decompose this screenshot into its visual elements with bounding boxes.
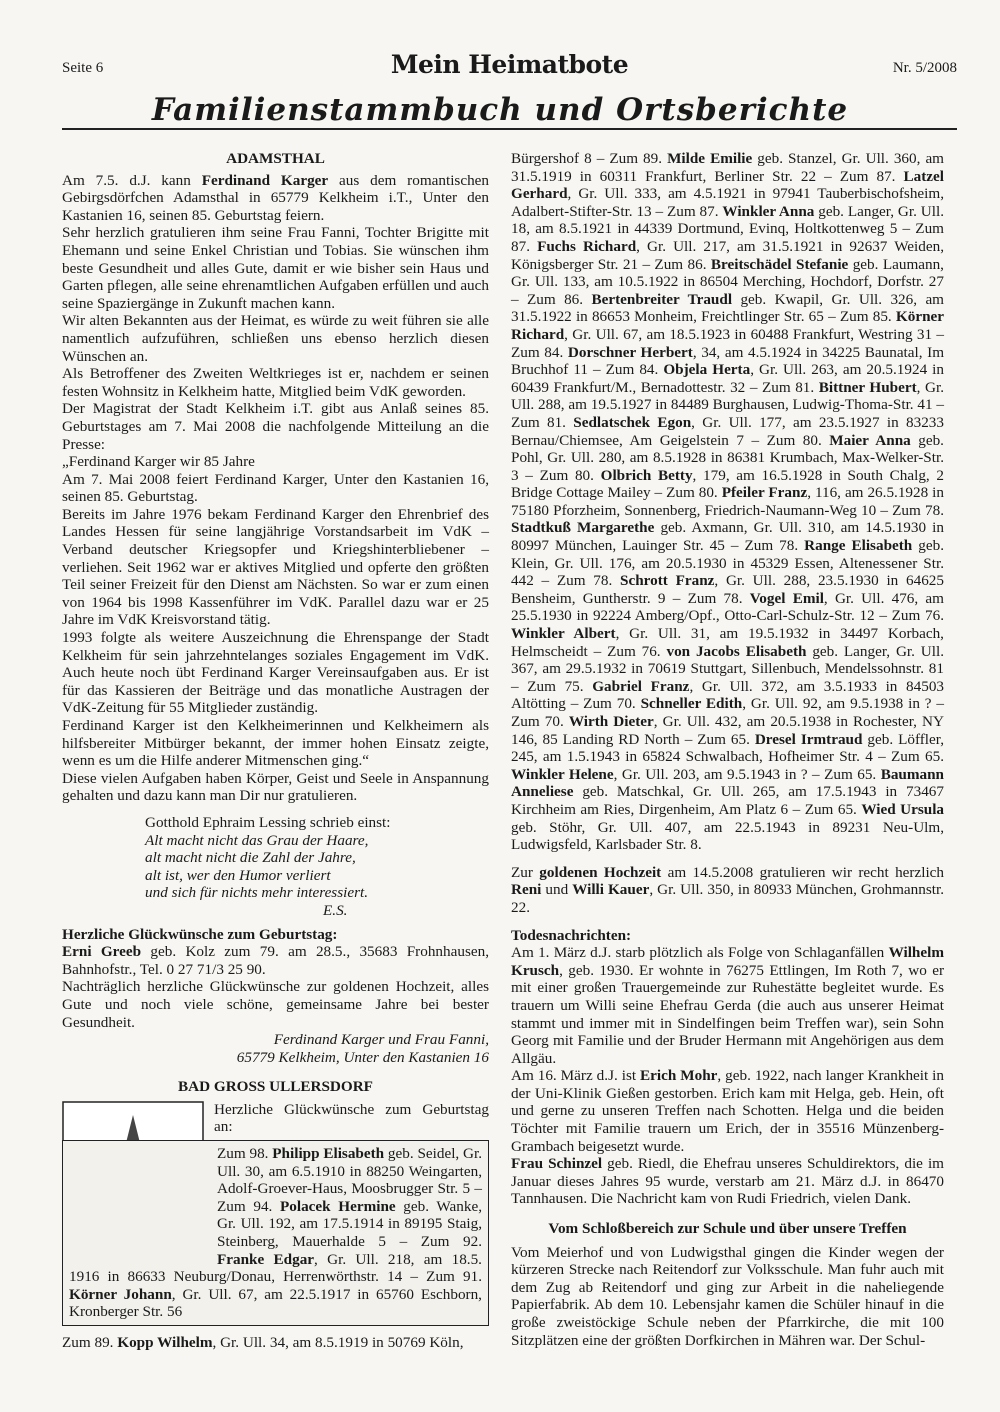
lessing-verse — [62, 814, 489, 920]
paragraph: Zum 89. Kopp Wilhelm, Gr. Ull. 34, am 8.5.1919 in 50769 Köln, — [62, 1334, 464, 1351]
person-name: Bertenbreiter Traudl — [591, 290, 733, 308]
person-name: Fuchs Richard — [537, 237, 637, 255]
paragraph: Am 7. Mai 2008 feiert Ferdinand Karger, Unter den Kastanien 16, seinen 85. Geburtstag. — [62, 470, 489, 506]
person-name: Winkler Helene — [511, 765, 614, 783]
person-name: Milde Emilie — [667, 150, 753, 167]
entry-text: geb. Langer, Gr. Ull. 367, am 29.5.1932 in 70619 Stuttgart, Sillenbuch, Mendelssohnstr. 81 – Zum 75. — [511, 642, 945, 695]
golden-wedding: Zur goldenen Hochzeit am 14.5.2008 gratulieren wir recht herzlich Reni und Willi Kauer, Gr. Ull. 350, in 80933 München, Grohmannstr. 22. — [511, 863, 944, 916]
paragraph: Am 16. März d.J. ist Erich Mohr, geb. 1922, nach langer Krankheit in der Uni-Klinik Gießen gestorben. Erich kam mit Helga, geb. Hein, oft und gerne zu unseren Treffen nach Schotten. Helga und die beiden Töchter mit Familie trauern um Erich, der in 35516 Münzenberg-Grambach beigesetzt wurde. — [511, 1067, 944, 1155]
person-name: Objela Herta — [663, 361, 751, 379]
paragraph: Der Magistrat der Stadt Kelkheim i.T. gibt aus Anlaß seines 85. Geburtstages am 7. Mai 2008 die nachfolgende Mitteilung an die Presse: — [62, 400, 489, 453]
person-name: Wirth Dieter — [568, 713, 654, 730]
verse-intro: Gotthold Ephraim Lessing schrieb einst: — [145, 813, 391, 831]
verse-line: alt macht nicht die Zahl der Jahre, — [145, 849, 356, 867]
entry-text: geb. Laumann, Gr. Ull. 133, am 10.5.1922 in 86504 Merching, Hochdorf, Dorfstr. 27 – Zum 86. — [511, 255, 944, 308]
page-number: Seite 6 — [62, 60, 104, 76]
page-header — [62, 50, 957, 82]
paragraph: 1993 folgte als weitere Auszeichnung die Ehrenspange der Stadt Kelkheim für sein jahrzehntelanges soziales Engagement im VdK. Auch heute noch übt Ferdinand Karger Vereinsaufgaben aus. Er ist für das Kassieren der Beiträge und das monatliche Austragen der VdK-Zeitung für 55 Mitglieder zuständig. — [62, 629, 489, 717]
entry-text: , Gr. Ull. 333, am 4.5.1921 in 97941 Tauberbischofsheim, Adalbert-Stifter-Str. 13 – Zum 87. — [511, 185, 944, 220]
entry-text: , Gr. Ull. 92, am 9.5.1938 in ? – Zum 70. — [511, 695, 945, 730]
person-name: Baumann Anneliese — [511, 765, 944, 801]
paragraph: Als Betroffener des Zweiten Weltkrieges ist er, nachdem er seinen festen Wohnsitz in Kelkheim hatte, Mitglied beim VdK geworden. — [62, 365, 489, 400]
entry-text: geb. Stöhr, Gr. Ull. 407, am 22.5.1943 in 89231 Neu-Ulm, Ludwigsfeld, Karlsbader Str. 8. — [511, 818, 944, 854]
verse-line: Alt macht nicht das Grau der Haare, — [145, 831, 369, 849]
paragraph: Frau Schinzel geb. Riedl, die Ehefrau unseres Schuldirektors, die im Januar dieses Jahres 95 wurde, verstarb am 21. März d.J. in 86470 Tannhausen. Die Nachricht kam von Rudi Friedrich, vielen Dank. — [511, 1155, 944, 1208]
entry-text: geb. Klein, Gr. Ull. 176, am 20.5.1930 in 45329 Essen, Altenessener Str. 442 – Zum 78. — [511, 537, 944, 590]
paragraph: Wir alten Bekannten aus der Heimat, es würde zu weit führen sie alle namentlich aufzuführen, schließen uns ebenso herzlich diesen Wünschen an. — [62, 312, 489, 365]
adamsthal-heading: ADAMSTHAL — [226, 150, 325, 167]
obituary-heading: Todesnachrichten: — [511, 926, 632, 944]
entry-text: geb. Pohl, Gr. Ull. 280, am 8.5.1928 in 86381 Krumbach, Max-Welker-Str. 3 – Zum 80. — [511, 431, 944, 484]
issue-number: Nr. 5/2008 — [892, 60, 957, 76]
entry-text: Bürgershof 8 – Zum 89. — [511, 150, 668, 167]
entry-text: geb. Stanzel, Gr. Ull. 360, am 31.5.1919 in 60311 Frankfurt, Berliner Str. 22 – Zum 87. — [511, 150, 944, 185]
entry-text: , Gr. Ull. 288, 23.5.1930 in 64625 Bensheim, Guntherstr. 9 – Zum 78. — [511, 572, 944, 607]
school-heading: Vom Schloßbereich zur Schule und über unsere Treffen — [548, 1220, 907, 1238]
ullersdorf-heading: BAD GROSS ULLERSDORF — [178, 1078, 373, 1096]
sender-line: 65779 Kelkheim, Unter den Kastanien 16 — [236, 1048, 489, 1066]
entry-text: , Gr. Ull. 263, am 20.5.1924 in 60439 Frankfurt/M., Bernadottestr. 32 – Zum 81. — [511, 361, 945, 396]
person-name: Gabriel Franz — [592, 677, 690, 695]
entry-text: , Gr. Ull. 177, am 23.5.1927 in 83233 Bernau/Chiemsee, Am Geigelstein 7 – Zum 80. — [511, 413, 944, 449]
person-name: Vogel Emil — [749, 589, 824, 607]
paragraph: Diese vielen Aufgaben haben Körper, Geist und Seele in Anspannung gehalten und dazu kann man Dir nur gratulieren. — [62, 769, 489, 805]
entry-text: geb. Langer, Gr. Ull. 18, am 8.5.1921 in 44339 Dortmund, Evinq, Holtkottenweg 5 – Zum 87. — [511, 202, 944, 255]
verse-line: alt ist, wer den Humor verliert — [145, 866, 331, 884]
entry-text: geb. Axmann, Gr. Ull. 310, am 14.5.1930 in 80997 München, Lauinger Str. 45 – Zum 78. — [511, 519, 944, 555]
entry-text: , Gr. Ull. 432, am 20.5.1938 in Rochester, NY 146, 85 Landing RD North – Zum 65. — [511, 713, 944, 748]
person-name: Maier Anna — [829, 431, 911, 449]
person-name: Körner Richard — [511, 308, 944, 343]
person-name: Stadtkuß Margarethe — [511, 519, 655, 537]
float-spacer — [69, 1145, 217, 1263]
paragraph: Ferdinand Karger ist den Kelkheimerinnen und Kelkheimern als hilfsbereiter Mitbürger bekannt, der immer hohen Einsatz zeigte, wenn es um die Hilfe anderer Mitmenschen ging.“ — [62, 717, 489, 770]
entry-text: , Gr. Ull. 476, am 25.5.1930 in 92224 Amberg/Opf., Otto-Carl-Schulz-Str. 12 – Zum 76. — [511, 589, 944, 625]
entry-text: , Gr. Ull. 203, am 9.5.1943 in ? – Zum 65. — [613, 765, 881, 783]
person-name: Schneller Edith — [640, 695, 743, 713]
paragraph: Am 1. März d.J. starb plötzlich als Folge von Schlaganfällen Wilhelm Krusch, geb. 1930. Er wohnte in 76275 Ettlingen, Im Roth 7, wo er mit einer großen Trauergemeinde zur Ruhestätte begleitet wurde. Es trauern um Willi seine Ehefrau Gerda (die auch aus unserer Heimat stammt und immer mit in Sindelfingen beim Treffen war), sein Sohn Georg mit Familie und der Bruder Hermann mit Angehörigen aus dem Allgäu. — [511, 944, 944, 1067]
entry-text: geb. Matschkal, Gr. Ull. 265, am 17.5.1943 in 73467 Kirchheim am Ries, Dirgenheim, Am Platz 6 – Zum 65. — [511, 783, 944, 818]
person-name: Schrott Franz — [620, 572, 715, 590]
person-name: Wied Ursula — [861, 800, 945, 818]
person-name: Bittner Hubert — [818, 378, 917, 396]
person-name: Olbrich Betty — [600, 466, 693, 484]
paragraph: Nachträglich herzliche Glückwünsche zur goldenen Hochzeit, alles Gute und noch viele schöne, gemeinsame Jahre bei bester Gesundheit. — [62, 978, 489, 1031]
paragraph: „Ferdinand Karger wir 85 Jahre — [62, 453, 255, 471]
entry-text: geb. Löffler, 245, am 1.5.1943 in 65824 Schwalbach, Hofheimer Str. 4 – Zum 65. — [511, 730, 944, 766]
paragraph: Erni Greeb geb. Kolz zum 79. am 28.5., 35683 Frohnhausen, Bahnhofstr., Tel. 0 27 71/3 25 90. — [62, 943, 489, 978]
title-rule — [62, 128, 957, 130]
paragraph: Vom Meierhof und von Ludwigsthal gingen die Kinder wegen der kürzeren Strecke nach Reitendorf zur Volksschule. Man fuhr auch mit dem Zug ab Reitendorf und ging zur Arbeit in die naheliegende Papierfabrik. Ab dem 10. Lebensjahr kamen die Schüler hinauf in die große zweistöckige Schule neben der Pfarrkirche, die mit 100 Sitzplätzen eine der größten Dorfkirchen in Mähren war. Der Schul- — [511, 1243, 944, 1349]
paragraph: Sehr herzlich gratulieren ihm seine Frau Fanni, Tochter Brigitte mit Ehemann und seine Enkel Christian und Tobias. Sie wünschen ihm beste Gesundheit und alles Gute, damit er wie bisher sein Haus und Garten pflegen, alle seine ehrenamtlichen Aufgaben erfüllen und auch seine Spaziergänge in Zukunft machen kann. — [62, 224, 489, 312]
birthday-list-continued — [511, 150, 944, 854]
person-name: Latzel Gerhard — [511, 167, 944, 203]
entry-text: , Gr. Ull. 217, am 31.5.1921 in 92637 Weiden, Königsberger Str. 21 – Zum 86. — [511, 237, 944, 273]
entry-text: , Gr. Ull. 31, am 19.5.1932 in 34497 Korbach, Helmscheidt – Zum 76. — [511, 625, 944, 660]
entry-text: , Gr. Ull. 288, am 19.5.1927 in 84489 Burghausen, Ludwig-Thoma-Str. 41 – Zum 81. — [511, 378, 945, 431]
person-name: Winkler Albert — [511, 625, 616, 643]
birthday-list-frame: Zum 98. Philipp Elisabeth geb. Seidel, Gr. Ull. 30, am 6.5.1910 in 88250 Weingarten, Adolf-Groever-Haus, Moosbrugger Str. 5 – Zum 94. Polacek Hermine geb. Wanke, Gr. Ull. 192, am 17.5.1914 in 89195 Staig, Steinberg, Mauerhalde 5 – Zum 92. Franke Edgar, Gr. Ull. 218, am 18.5. 1916 in 86633 Neuburg/Donau, Herrenwörthstr. 14 – Zum 91. Körner Johann, Gr. Ull. 67, am 22.5.1917 in 65760 Eschborn, Kronberger Str. 56 — [62, 1140, 489, 1326]
person-name: Breitschädel Stefanie — [710, 255, 849, 273]
paragraph: Am 7.5. d.J. kann Ferdinand Karger aus dem romantischen Gebirgsdörfchen Adamsthal in 65779 Kelkheim i.T., Unter den Kastanien 16, seinen 85. Geburtstag feiern. — [62, 171, 489, 224]
right-column — [511, 150, 944, 1349]
entry-text: , Gr. Ull. 67, am 18.5.1923 in 60488 Frankfurt, Westring 31 – Zum 84. — [511, 325, 944, 361]
person-name: Pfeiler Franz — [721, 484, 808, 502]
entry-text: geb. Kwapil, Gr. Ull. 326, am 31.5.1922 in 86653 Monheim, Freichtlinger Str. 65 – Zum 85. — [511, 290, 944, 326]
person-name: Winkler Anna — [722, 202, 815, 220]
section-title: Familienstammbuch und Ortsberichte — [151, 92, 849, 128]
birthday-intro: Herzliche Glückwünsche zum Geburtstag an: — [214, 1100, 489, 1136]
ullersdorf-birthday-box — [62, 1101, 489, 1352]
person-name: Dorschner Herbert — [567, 343, 693, 361]
person-name: Sedlatschek Egon — [573, 413, 692, 431]
paragraph: Bereits im Jahre 1976 bekam Ferdinand Karger den Ehrenbrief des Landes Hessen für seine langjährige Vorstandsarbeit im VdK – Verband deutscher Kriegsopfer und Kriegshinterbliebener – verliehen. Seit 1962 war er aktives Mitglied und opferte den größten Teil seiner Freizeit für den Dienst am Nächsten. So war er zum einen von 1964 bis 1998 Kassenführer im VdK. Parallel dazu war er 25 Jahre im VdK Kreisvorstand tätig. — [62, 505, 489, 629]
entry-text: , 116, am 26.5.1928 in 75180 Pforzheim, Sonnenberg, Friedrich-Naumann-Weg 10 – Zum 78. — [511, 484, 944, 519]
left-column — [62, 150, 489, 1352]
sender-line: Ferdinand Karger und Frau Fanni, — [273, 1031, 489, 1049]
verse-signature: E.S. — [323, 901, 348, 919]
masthead-logo: Mein Heimatbote — [390, 50, 629, 79]
entry-text: , 34, am 4.5.1924 in 34225 Baunatal, Im Bruchhof 11 – Zum 84. — [511, 343, 945, 379]
person-name: von Jacobs Elisabeth — [666, 642, 807, 660]
person-name: Dresel Irmtraud — [754, 730, 863, 748]
entry-text: , Gr. Ull. 372, am 3.5.1933 in 84503 Altötting – Zum 70. — [511, 677, 945, 713]
birthday-heading: Herzliche Glückwünsche zum Geburtstag: — [62, 925, 338, 943]
person-name: Range Elisabeth — [804, 537, 913, 555]
entry-text: , 179, am 16.5.1928 in South Chalg, 2 Bridge Cottage Mailey – Zum 80. — [511, 466, 945, 502]
verse-line: und sich für nichts mehr interessiert. — [145, 884, 369, 902]
